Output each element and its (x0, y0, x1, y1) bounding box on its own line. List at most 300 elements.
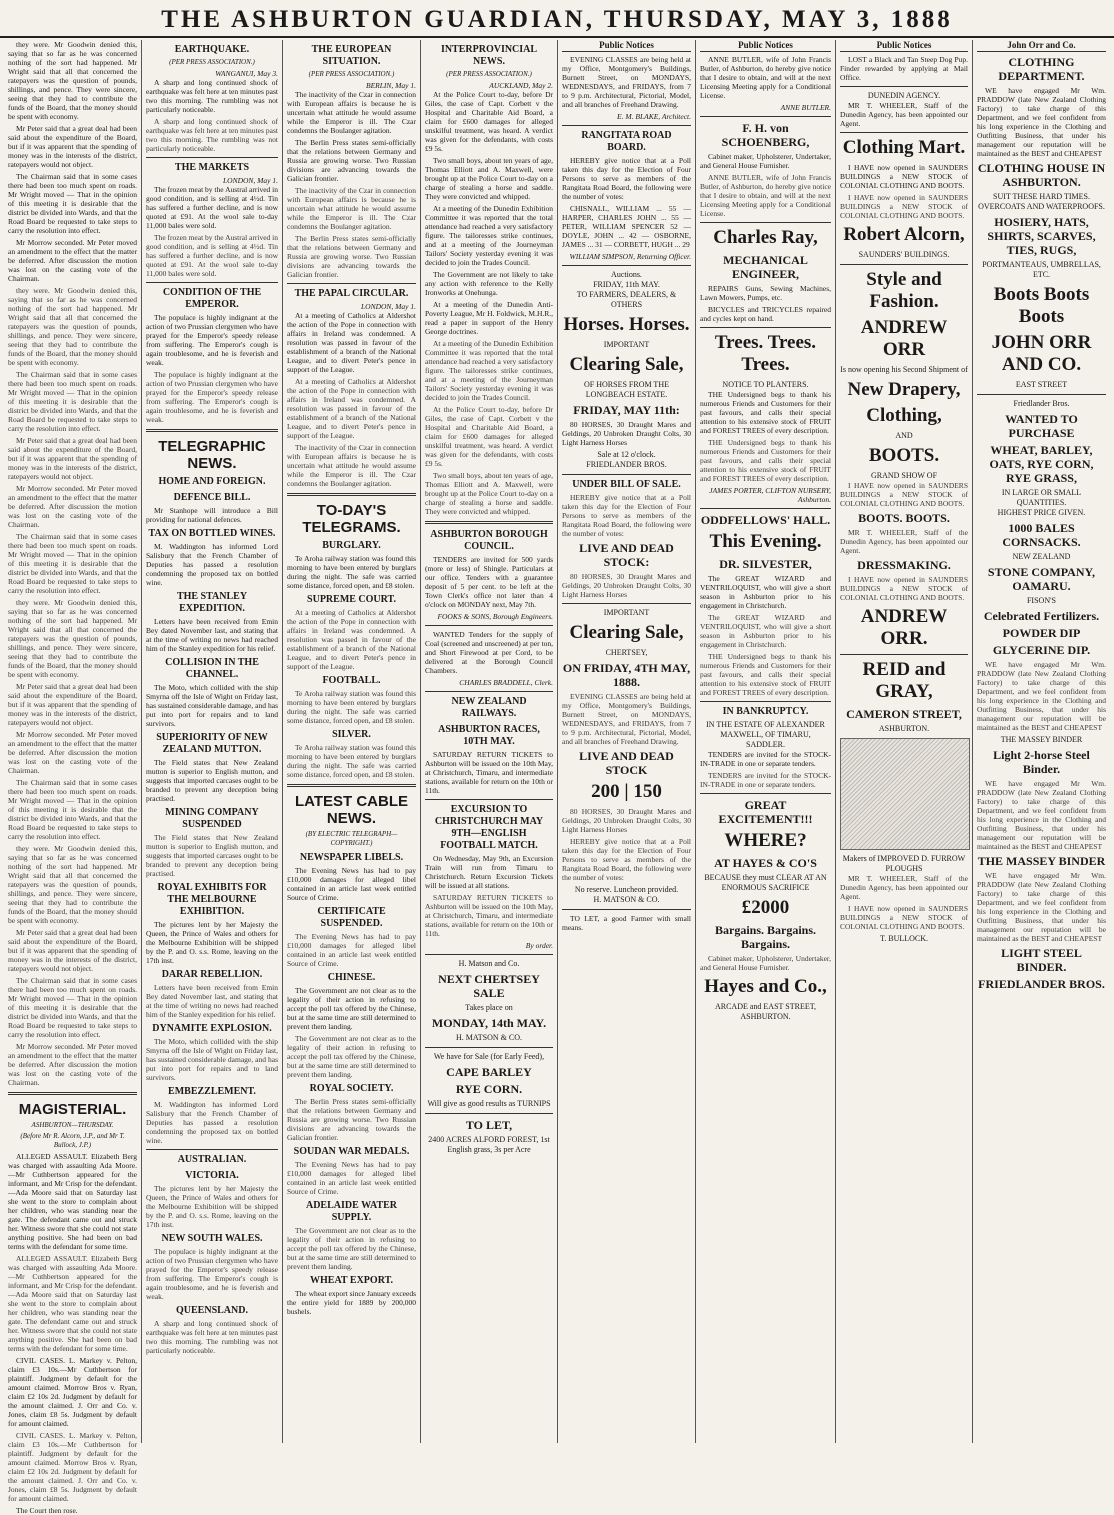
section-heading: DARAR REBELLION. (161, 969, 263, 980)
article-text: The Berlin Press states semi-officially that the relations between Germany and Russia are growing worse. Two Russian divisions are advancing towards the Galician frontier. (287, 234, 416, 279)
ad-text: H. MATSON & CO. (593, 895, 660, 904)
article-text: CIVIL CASES. L. Markey v. Pelton, claim £3 10s.—Mr Cuthbertson for plaintiff. Judgment by default for the amount claimed. Morrow Bros v. Ryan, claim £2 10s 2d. Judgment by default for the amount claimed. J. Orr and Co. v. Jones, claim £8 5s. Judgment by default for amount claimed. (8, 1356, 137, 1428)
article-text: Mr Peter said that a great deal had been said about the expenditure of the Board, but if it was apparent that the spending of money was in the interests of the district, ratepayers would not object. (8, 682, 137, 727)
ad-heading: Style and Fashion. (866, 269, 942, 312)
section-heading: EXCURSION TO CHRISTCHURCH MAY 9TH—ENGLISH FOOTBALL MATCH. (434, 804, 544, 851)
article-text: The wheat export since January exceeds the entire yield for 1889 by 200,000 bushels. (287, 1289, 416, 1316)
ad-heading: ANDREW ORR (860, 317, 948, 360)
section-heading: LATEST CABLE NEWS. (294, 793, 409, 827)
ad-heading: NEXT CHERTSEY SALE (438, 972, 540, 1000)
section-heading: ROYAL SOCIETY. (309, 1083, 394, 1094)
ad-heading: Horses. Horses. (563, 314, 690, 335)
article-text: Two small boys, about ten years of age, Thomas Elliott and A. Maxwell, were brought up at the Police Court to-day on a charge of stealing a horse and saddle. They were convicted and whipped. (425, 471, 553, 516)
article-text: Letters have been received from Emin Bey dated November last, and stating that at the time of writing no news had reached him of the Stanley expedition for his relief. (146, 617, 278, 653)
section-heading: SILVER. (332, 729, 371, 740)
ad-text: THE Undersigned begs to thank his numerous Friends and Customers for their past favours, and calls their special attention to his extensive stock of FRUIT and FOREST TREES of every description. (700, 438, 831, 483)
divider (146, 429, 278, 432)
section-subheading: (Before Mr R. Alcorn, J.P., and Mr T. Bullock, J.P.) (20, 1132, 125, 1149)
ad-text: IMPORTANT (603, 608, 650, 617)
ad-heading: Clearing Sale, (569, 622, 684, 643)
section-heading: AUSTRALIAN. (177, 1154, 247, 1165)
divider (840, 654, 968, 655)
ad-text: Auctions. (611, 270, 642, 279)
divider (700, 701, 831, 702)
section-heading: ASHBURTON RACES, 10TH MAY. (438, 724, 540, 747)
ad-text: CHISNALL, WILLIAM ... 55 — HARPER, CHARLES JOHN ... 55 — PETER, WILLIAM SPENCER 52 — DOYLE, JOHN ... 42 — OSBORNE, JAMES ... 31 — CORBETT, HUGH ... 29 (562, 204, 691, 249)
divider (562, 603, 691, 604)
ad-text: TENDERS are invited for the STOCK-IN-TRADE in one or separate tenders. (700, 771, 831, 789)
ad-heading: BOOTS. (868, 445, 940, 466)
article-text: Mr Stanhope will introduce a Bill providing for national defences. (146, 506, 278, 524)
divider (425, 521, 553, 524)
ad-heading: WANTED TO PURCHASE (1005, 412, 1078, 440)
section-heading: TO-DAY'S TELEGRAMS. (302, 502, 401, 536)
column-4 (421, 40, 558, 1443)
ad-heading: Bargains. Bargains. Bargains. (714, 923, 816, 951)
ad-text: I HAVE now opened in SAUNDERS BUILDINGS a NEW STOCK of COLONIAL CLOTHING AND BOOTS. (840, 575, 968, 602)
section-heading: MINING COMPANY SUSPENDED (165, 807, 259, 830)
ad-heading: MONDAY, 14th MAY. (431, 1016, 547, 1030)
article-text: The Court then rose. (16, 1506, 78, 1515)
article-text: The pictures lent by her Majesty the Queen, the Prince of Wales and others for the Melbourne Exhibition will be shipped by the P. and O. s.s. Rome, leaving on the 17th inst. (146, 1184, 278, 1229)
ad-heading: Celebrated Fertilizers. (983, 609, 1100, 623)
article-text: At a meeting of Catholics at Aldershot the action of the Pope in connection with affairs in Ireland was condemned. A resolution was passed in favour of the establishment of a branch of the National League, and to divert Peter's pence in support of the League. (287, 377, 416, 440)
ad-heading: GREAT EXCITEMENT!!! (718, 798, 813, 826)
ad-heading: GLYCERINE DIP. (992, 643, 1091, 657)
divider (287, 493, 416, 496)
article-text: A sharp and long continued shock of earthquake was felt here at ten minutes past two this morning. The rumbling was not particularly noticeable. (146, 1319, 278, 1355)
divider (700, 116, 831, 117)
divider (562, 265, 691, 266)
article-text: The Field states that New Zealand mutton is superior to English mutton, and suggests that imported carcases ought to be branded to prevent any deception being practised. (146, 758, 278, 803)
ad-heading: 1000 BALES CORNSACKS. (1002, 521, 1081, 549)
divider (562, 474, 691, 475)
article-text: CIVIL CASES. L. Markey v. Pelton, claim £3 10s.—Mr Cuthbertson for plaintiff. Judgment by default for the amount claimed. Morrow Bros v. Ryan, claim £2 10s 2d. Judgment by default for the amount claimed. J. Orr and Co. v. Jones, claim £8 5s. Judgment by default for amount claimed. (8, 1431, 137, 1503)
signature: FOOKS & SONS, Borough Engineers. (437, 612, 553, 621)
ad-text: FISON'S (1026, 596, 1056, 605)
ad-text: FRIEDLANDER BROS. (586, 460, 667, 469)
article-text: they were. Mr Goodwin denied this, saying that so far as he was concerned nothing of the sort had happened. Mr Wright said that all that concerned the ratepayers was the question of pounds, shillings, and pence. They were sincere, seeing that they had to contribute the funds of the Board, that the money should be spent with economy. (8, 844, 137, 925)
dateline: WANGANUI, May 3. (215, 69, 278, 78)
ad-text: EVENING CLASSES are being held at my Office, Montgomery's Buildings, Burnett Street, on MONDAYS, WEDNESDAYS, and FRIDAYS, from 7 to 9 p.m. Architectural, Pictorial, Model, and all branches of Freehand Drawing. (562, 692, 691, 746)
ad-text: IMPORTANT (603, 340, 650, 349)
ad-text: MR T. WHEELER, Staff of the Dunedin Agency, has been appointed our Agent. (840, 874, 968, 901)
section-heading: BURGLARY. (322, 540, 381, 551)
section-heading: THE MARKETS (174, 162, 250, 173)
column-1 (4, 40, 142, 1515)
article-text: Te Aroha railway station was found this morning to have been entered by burglars during the night. The safe was carried some distance, forced open, and £8 stolen. (287, 689, 416, 725)
columns (4, 40, 1110, 1515)
article-text: Mr Morrow seconded. Mr Peter moved an amendment to the effect that the matter be deferred. After discussion the motion was lost on the casting vote of the Chairman. (8, 484, 137, 529)
ad-heading: AT HAYES & CO'S (714, 856, 817, 870)
ad-text: WE have engaged Mr Wm. PRADDOW (late New Zealand Clothing Factory) to take charge of this Department, and we feel confident from his long experience in the Clothing and Outfitting Business, that under his management our reputation will be maintained as the BEST and CHEAPEST (977, 660, 1106, 732)
section-heading: THE PAPAL CIRCULAR. (294, 288, 409, 299)
ad-heading: Boots Boots Boots (993, 284, 1090, 327)
article-text: Mr Morrow seconded. Mr Peter moved an amendment to the effect that the matter be deferred. After discussion the motion was lost on the casting vote of the Chairman. (8, 730, 137, 775)
divider (287, 283, 416, 284)
section-heading: FOOTBALL. (322, 675, 381, 686)
ad-heading: LIVE AND DEAD STOCK: (579, 541, 674, 569)
divider (425, 954, 553, 955)
section-heading: SUPERIORITY OF NEW ZEALAND MUTTON. (156, 732, 268, 755)
article-text: The Chairman said that in some cases there had been too much spent on roads. Mr Wright moved — That in the opinion of this meeting it is desirable that the district be divided into Wards, and that the Road Board be requested to take steps to carry the resolution into effect. (8, 532, 137, 595)
article-text: Letters have been received from Emin Bey dated November last, and stating that at the time of writing no news had reached him of the Stanley expedition for his relief. (146, 983, 278, 1019)
article-text: M. Waddington has informed Lord Salisbury that the French Chamber of Deputies has passed a resolution condemning the proposed tax on bottled wine. (146, 542, 278, 587)
article-text: The Berlin Press states semi-officially that the relations between Germany and Russia are growing worse. Two Russian divisions are advancing towards the Galician frontier. (287, 138, 416, 183)
ad-text: ANNE BUTLER, wife of John Francis Butler, of Ashburton, do hereby give notice that I desire to obtain, and will at the next Licensing Meeting apply for a Conditional License. (700, 55, 831, 100)
ad-text: IN THE ESTATE OF ALEXANDER MAXWELL, OF TIMARU, SADDLER. (706, 720, 825, 749)
ad-heading: CLOTHING HOUSE IN ASHBURTON. (977, 161, 1106, 189)
ad-text: The GREAT WIZARD and VENTRILOQUIST, who will give a short season in Ashburton prior to his engagement in Christchurch. (700, 574, 831, 610)
ad-text: THE Undersigned begs to thank his numerous Friends and Customers for their past favours, and calls their special attention to his extensive stock of FRUIT and FOREST TREES of every description. (700, 390, 831, 435)
section-heading: NEWSPAPER LIBELS. (299, 852, 404, 863)
press-credit: (PER PRESS ASSOCIATION.) (169, 58, 255, 66)
article-text: The Chairman said that in some cases there had been too much spent on roads. Mr Wright moved — That in the opinion of this meeting it is desirable that the district be divided into Wards, and that the Road Board be requested to take steps to carry the resolution into effect. (8, 778, 137, 841)
signature: ANNE BUTLER. (780, 103, 831, 112)
ad-text: H. MATSON & CO. (455, 1033, 522, 1042)
ad-text: NEW ZEALAND (1012, 552, 1071, 561)
article-text: Mr Morrow seconded. Mr Peter moved an amendment to the effect that the matter be deferred. After discussion the motion was lost on the casting vote of the Chairman. (8, 238, 137, 283)
divider (562, 125, 691, 126)
section-heading: NEW SOUTH WALES. (161, 1233, 263, 1244)
ad-heading: TO LET, (465, 1118, 513, 1132)
ad-heading: Charles Ray, (713, 227, 818, 248)
article-text: ALLEGED ASSAULT. Elizabeth Berg was charged with assaulting Ada Moore.—Mr Cuthbertson appeared for the informant, and Mr Crisp for the defendant.—Ada Moore said that on Saturday last she went to the store to complain about her children, who was standing near the gate. The defendant came out and struck her. Witness swore that she could not state anything positive. She had been on bad terms with the defendant for some time. (8, 1254, 137, 1353)
ad-text: Friedlander Bros. (1013, 399, 1070, 408)
article-text: Te Aroha railway station was found this morning to have been entered by burglars during the night. The safe was carried some distance, forced open, and £8 stolen. (287, 743, 416, 779)
section-heading: INTERPROVINCIAL NEWS. (440, 44, 538, 67)
article-text: The Berlin Press states semi-officially that the relations between Germany and Russia are growing worse. Two Russian divisions are advancing towards the Galician frontier. (287, 1097, 416, 1142)
ad-text: THE Undersigned begs to thank his numerous Friends and Customers for their past favours, and calls their special attention to his extensive stock of FRUIT and FOREST TREES of every description. (700, 652, 831, 697)
ad-text: 2400 ACRES ALFORD FOREST, 1st English grass, 3s per Acre (428, 1135, 550, 1154)
divider (425, 691, 553, 692)
ad-heading: ODDFELLOWS' HALL. (700, 513, 831, 527)
article-text: The Government are not clear as to the legality of their action in refusing to accept the poll tax offered by the Chinese, but at the same time are still determined to prevent them landing. (287, 986, 416, 1031)
signature: WILLIAM SIMPSON, Returning Officer. (569, 252, 691, 261)
ad-text: PORTMANTEAUS, UMBRELLAS, ETC. (982, 260, 1101, 279)
section-heading: SUPREME COURT. (307, 594, 396, 605)
ad-text: HEREBY give notice that at a Poll taken this day for the Election of Four Persons to serve as members of the Rangitata Road Board, the following were the number of votes: (562, 156, 691, 201)
ad-text: ANNE BUTLER, wife of John Francis Butler, of Ashburton, do hereby give notice that I desire to obtain, and will at the next Licensing Meeting apply for a Conditional License. (700, 173, 831, 218)
divider (146, 1149, 278, 1150)
article-text: Mr Peter said that a great deal had been said about the expenditure of the Board, but if it was apparent that the spending of money was in the interests of the district, ratepayers would not object. (8, 124, 137, 169)
divider (425, 799, 553, 800)
section-heading: TAX ON BOTTLED WINES. (148, 528, 276, 539)
section-heading: ADELAIDE WATER SUPPLY. (305, 1200, 398, 1223)
article-text: Mr Peter said that a great deal had been said about the expenditure of the Board, but if it was apparent that the spending of money was in the interests of the district, ratepayers would not object. (8, 928, 137, 973)
ad-heading: Clearing Sale, (569, 354, 684, 375)
column-header: Public Notices (562, 40, 691, 52)
article-text: On Wednesday, May 9th, an Excursion Train will run from Timaru to Christchurch. Return Excursion Tickets will be issued at all stations. (425, 854, 553, 890)
column-6 (696, 40, 836, 1443)
divider (700, 222, 831, 223)
article-text: The Chairman said that in some cases there had been too much spent on roads. Mr Wright moved — That in the opinion of this meeting it is desirable that the district be divided into Wards, and that the Road Board be requested to take steps to carry the resolution into effect. (8, 370, 137, 433)
ad-text: REPAIRS Guns, Sewing Machines, Lawn Mowers, Pumps, etc. (700, 284, 831, 302)
section-heading: SOUDAN WAR MEDALS. (293, 1146, 410, 1157)
article-text: Two small boys, about ten years of age, Thomas Elliott and A. Maxwell, were brought up at the Police Court to-day on a charge of stealing a horse and saddle. They were convicted and whipped. (425, 156, 553, 201)
divider (840, 86, 968, 87)
article-text: The Field states that New Zealand mutton is superior to English mutton, and suggests that imported carcases ought to be branded to prevent any deception being practised. (146, 833, 278, 878)
ad-heading: Trees. Trees. Trees. (714, 332, 817, 375)
column-header: John Orr and Co. (977, 40, 1106, 52)
signature: E. M. BLAKE, Architect. (617, 112, 691, 121)
press-credit: (PER PRESS ASSOCIATION.) (446, 70, 532, 78)
ad-text: WE have engaged Mr Wm. PRADDOW (late New Zealand Clothing Factory) to take charge of this Department, and we feel confident from his long experience in the Clothing and Outfitting Business, that under his management our reputation will be maintained as the BEST and CHEAPEST (977, 871, 1106, 943)
ad-heading: LIGHT STEEL BINDER. (1001, 946, 1082, 974)
section-heading: UNDER BILL OF SALE. (572, 479, 681, 490)
ad-text: We have for Sale (for Early Feed), (433, 1052, 545, 1061)
ad-heading: Robert Alcorn, (843, 224, 965, 245)
article-text: The inactivity of the Czar in connection with European affairs is because he is uncertain what attitude he would assume while the Emperor is ill. The Czar condemns the Boulanger agitation. (287, 90, 416, 135)
column-header: Public Notices (700, 40, 831, 52)
ad-text: HEREBY give notice that at a Poll taken this day for the Election of Four Persons to serve as members of the Rangitata Road Board, the following were the number of votes: (562, 837, 691, 882)
section-heading: COLLISION IN THE CHANNEL. (165, 657, 259, 680)
ad-heading: 200 | 150 (591, 781, 662, 802)
ad-heading: £2000 (741, 897, 790, 918)
section-heading: CONDITION OF THE EMPEROR. (162, 287, 262, 310)
article-text: they were. Mr Goodwin denied this, saying that so far as he was concerned nothing of the sort had happened. Mr Wright said that all that concerned the ratepayers was the question of pounds, shillings, and pence. They were sincere, seeing that they had to contribute the funds of the Board, that the money should be spent with economy. (8, 40, 137, 121)
ad-text: T. BULLOCK. (879, 934, 929, 943)
article-text: The Chairman said that in some cases there had been too much spent on roads. Mr Wright moved — That in the opinion of this meeting it is desirable that the district be divided into Wards, and that the Road Board be requested to take steps to carry the resolution into effect. (8, 172, 137, 235)
divider (8, 1092, 137, 1095)
column-header: Public Notices (840, 40, 968, 52)
article-text: The pictures lent by her Majesty the Queen, the Prince of Wales and others for the Melbourne Exhibition will be shipped by the P. and O. s.s. Rome, leaving on the 17th inst. (146, 920, 278, 965)
section-heading: DEFENCE BILL. (173, 492, 251, 503)
article-text: At a meeting of the Dunedin Exhibition Committee it was reported that the total attendance had reached a very satisfactory figure. The tailoresses strike continues, and at a meeting of the Journeyman Tailors' Society yesterday evening it was decided to join the Trades Council. (425, 204, 553, 267)
ad-text: SAUNDERS' BUILDINGS. (858, 250, 950, 259)
section-heading: ASHBURTON BOROUGH COUNCIL. (430, 529, 548, 552)
ad-text: WE have engaged Mr Wm. PRADDOW (late New Zealand Clothing Factory) to take charge of this Department, and we feel confident from his long experience in the Clothing and Outfitting Business, that under his management our reputation will be maintained as the BEST and CHEAPEST (977, 779, 1106, 851)
divider (977, 394, 1106, 395)
ad-heading: CLOTHING DEPARTMENT. (998, 55, 1085, 83)
section-heading: RANGITATA ROAD BOARD. (581, 130, 672, 153)
ad-text: IN LARGE OR SMALL QUANTITIES. (1001, 488, 1082, 507)
article-text: The frozen meat by the Austral arrived in good condition, and is selling at 4½d. Tin has suffered a further decline, and is now quoted at £91. At the wool sale to-day 11,000 bales were sold. (146, 233, 278, 278)
article-text: The Evening News has had to pay £10,000 damages for alleged libel contained in an article last week entitled Source of Crime. (287, 866, 416, 902)
divider (425, 625, 553, 626)
article-text: TENDERS are invited for 500 yards (more or less) of Shingle. Particulars at our office. Tenders with a guarantee deposit of 5 per cent. to be left at the Town Clerk's office not later than 4 o'clock on MONDAY next, May 7th. (425, 555, 553, 609)
ad-text: Cabinet maker, Upholsterer, Undertaker, and General House Furnisher. (700, 152, 831, 170)
article-text: The frozen meat by the Austral arrived in good condition, and is selling at 4½d. Tin has suffered a further decline, and is now quoted at £91. At the wool sale to-day 11,000 bales were sold. (146, 185, 278, 230)
section-heading: TELEGRAPHIC NEWS. (158, 438, 266, 472)
section-heading: THE STANLEY EXPEDITION. (176, 591, 248, 614)
ad-text: 80 HORSES, 30 Draught Mares and Geldings, 20 Unbroken Draught Colts, 30 Light Harness Horses (562, 572, 691, 599)
article-text: The inactivity of the Czar in connection with European affairs is because he is uncertain what attitude he would assume while the Emperor is ill. The Czar condemns the Boulanger agitation. (287, 186, 416, 231)
masthead-title: THE ASHBURTON GUARDIAN, THURSDAY, MAY 3, 1888 (161, 6, 953, 33)
ad-heading: STONE COMPANY, OAMARU. (987, 565, 1096, 593)
ad-heading: Hayes and Co., (704, 976, 827, 997)
ad-text: Will give as good results as TURNIPS (427, 1099, 551, 1108)
ad-text: BICYCLES and TRICYCLES repaired and cycles kept on hand. (700, 305, 831, 323)
article-text: they were. Mr Goodwin denied this, saying that so far as he was concerned nothing of the sort had happened. Mr Wright said that all that concerned the ratepayers was the question of pounds, shillings, and pence. They were sincere, seeing that they had to contribute the funds of the Board, that the money should be spent with economy. (8, 286, 137, 367)
ad-heading: Clothing, (866, 405, 942, 426)
section-heading: HOME AND FOREIGN. (158, 476, 266, 487)
article-text: At a meeting of the Dunedin Exhibition Committee it was reported that the total attendance had reached a very satisfactory figure. The tailoresses strike continues, and at a meeting of the Journeyman Tailors' Society yesterday evening it was decided to join the Trades Council. (425, 339, 553, 402)
article-text: Te Aroha railway station was found this morning to have been entered by burglars during the night. The safe was carried some distance, forced open, and £8 stolen. (287, 554, 416, 590)
divider (840, 264, 968, 265)
article-text: The populace is highly indignant at the action of two Prussian clergymen who have prayed for the Emperor's speedy release from suffering. The Emperor's cough is again troublesome, and he is feverish and weak. (146, 370, 278, 424)
ad-heading: F. H. von SCHOENBERG, (721, 121, 810, 149)
ad-text: HIGHEST PRICE GIVEN. (997, 508, 1086, 517)
article-text: At the Police Court to-day, before Dr Giles, the case of Capt. Corbett v the Hospital and Charitable Aid Board, a claim for £600 damages for alleged unskilful treatment, was heard. A verdict was given for the defendants, with costs £9 5s. (425, 90, 553, 153)
ad-text: I HAVE now opened in SAUNDERS BUILDINGS a NEW STOCK of COLONIAL CLOTHING AND BOOTS. (840, 481, 968, 508)
ad-heading: CAPE BARLEY (446, 1065, 532, 1079)
section-heading: CHINESE. (327, 972, 376, 983)
ad-heading: THE MASSEY BINDER (977, 854, 1106, 868)
column-3 (283, 40, 421, 1443)
divider (840, 132, 968, 133)
ad-heading: WHERE? (724, 830, 807, 851)
article-text: The Evening News has had to pay £10,000 damages for alleged libel contained in an article last week entitled Source of Crime. (287, 1160, 416, 1196)
dateline: LONDON, May 1. (360, 302, 416, 311)
divider (700, 793, 831, 794)
ad-text: The GREAT WIZARD and VENTRILOQUIST, who will give a short season in Ashburton prior to his engagement in Christchurch. (700, 613, 831, 649)
article-text: ALLEGED ASSAULT. Elizabeth Berg was charged with assaulting Ada Moore.—Mr Cuthbertson appeared for the informant, and Mr Crisp for the defendant.—Ada Moore said that on Saturday last she went to the store to complain about her children, who was standing near the gate. The defendant came out and struck her. Witness swore that she could not state anything positive. She had been on bad terms with the defendant for some time. (8, 1152, 137, 1251)
article-text: The populace is highly indignant at the action of two Prussian clergymen who have prayed for the Emperor's speedy release from suffering. The Emperor's cough is again troublesome, and he is feverish and weak. (146, 313, 278, 367)
section-heading: THE EUROPEAN SITUATION. (311, 44, 392, 67)
article-text: SATURDAY RETURN TICKETS to Ashburton will be issued on the 10th May, at Christchurch, Timaru, and intermediate stations, available for return on the 10th or 11th. (425, 750, 553, 795)
column-7 (836, 40, 973, 1443)
ad-heading: HOSIERY, HATS, SHIRTS, SCARVES, TIES, RUGS, (987, 215, 1096, 257)
ad-heading: ON FRIDAY, 4TH MAY, 1888. (562, 661, 691, 689)
ad-text: DUNEDIN AGENCY. (867, 91, 941, 100)
article-text: they were. Mr Goodwin denied this, saying that so far as he was concerned nothing of the sort had happened. Mr Wright said that all that concerned the ratepayers was the question of pounds, shillings, and pence. They were sincere, seeing that they had to contribute the funds of the Board, that the money should be spent with economy. (8, 598, 137, 679)
article-text: The Government are not likely to take any action with reference to the Kelly Ironworks at Onehunga. (425, 270, 553, 297)
article-text: The populace is highly indignant at the action of two Prussian clergymen who have prayed for the Emperor's speedy release from suffering. The Emperor's cough is again troublesome, and he is feverish and weak. (146, 1247, 278, 1301)
divider (287, 784, 416, 787)
ad-heading: REID and GRAY, (862, 659, 946, 702)
ad-heading: FRIEDLANDER BROS. (978, 977, 1105, 991)
ad-text: OVERCOATS AND WATERPROOFS. (978, 202, 1105, 211)
ad-heading: FRIDAY, MAY 11th: (573, 403, 680, 417)
ad-text: 80 HORSES, 30 Draught Mares and Geldings, 20 Unbroken Draught Colts, 30 Light Harness Horses (562, 807, 691, 834)
section-heading: EMBEZZLEMENT. (168, 1086, 256, 1097)
article-text: The Moto, which collided with the ship Smyrna off the Isle of Wight on Friday last, has sustained considerable damage, and has put into port for repairs and to land survivors. (146, 1037, 278, 1082)
article-text: A sharp and long continued shock of earthquake was felt here at ten minutes past two this morning. The rumbling was not particularly noticeable. (146, 117, 278, 153)
ad-text: ASHBURTON. (878, 724, 930, 733)
ad-text: NOTICE TO PLANTERS. (722, 380, 809, 389)
ad-heading: Light 2-horse Steel Binder. (993, 748, 1090, 776)
ad-text: Cabinet maker, Upholsterer, Undertaker, and General House Furnisher. (700, 954, 831, 972)
column-8 (973, 40, 1110, 1443)
ad-text: Makers of IMPROVED D. FURROW PLOUGHS (842, 854, 966, 873)
article-text: The Chairman said that in some cases there had been too much spent on roads. Mr Wright moved — That in the opinion of this meeting it is desirable that the district be divided into Wards, and that the Road Board be requested to take steps to carry the resolution into effect. (8, 976, 137, 1039)
section-heading: IN BANKRUPTCY. (722, 706, 809, 717)
divider (425, 1047, 553, 1048)
ad-text: WE have engaged Mr Wm. PRADDOW (late New Zealand Clothing Factory) to take charge of this Department, and we feel confident from his long experience in the Clothing and Outfitting Business, that under his management our reputation will be maintained as the BEST and CHEAPEST (977, 86, 1106, 158)
ad-text: TO FARMERS, DEALERS, & OTHERS (576, 290, 677, 309)
ad-heading: RYE CORN. (455, 1082, 523, 1096)
ad-text: CHERTSEY, (605, 648, 648, 657)
section-heading: MAGISTERIAL. (18, 1101, 127, 1118)
column-5 (558, 40, 696, 1443)
section-subheading: ASHBURTON—THURSDAY. (31, 1121, 114, 1129)
article-text: At the Police Court to-day, before Dr Giles, the case of Capt. Corbett v the Hospital and Charitable Aid Board, a claim for £600 damages for alleged unskilful treatment, was heard. A verdict was given for the defendants, with costs £9 5s. (425, 405, 553, 468)
ad-heading: DRESSMAKING. (857, 558, 951, 572)
ad-text: 80 HORSES, 30 Draught Mares and Geldings, 20 Unbroken Draught Colts, 30 Light Harness Horses (562, 420, 691, 447)
column-2 (142, 40, 283, 1443)
section-heading: QUEENSLAND. (176, 1305, 248, 1316)
divider (425, 1113, 553, 1114)
ad-text: Takes place on (465, 1003, 513, 1012)
section-heading: WHEAT EXPORT. (310, 1275, 393, 1286)
ad-text: Sale at 12 o'clock. (597, 450, 656, 459)
dateline: AUCKLAND, May 2. (489, 81, 553, 90)
ad-text: THE MASSEY BINDER (1000, 735, 1083, 744)
ad-heading: JOHN ORR AND CO. (991, 332, 1092, 375)
ad-text: SUIT THESE HARD TIMES. (993, 192, 1090, 201)
article-text: Mr Peter said that a great deal had been said about the expenditure of the Board, but if it was apparent that the spending of money was in the interests of the district, ratepayers would not object. (8, 436, 137, 481)
divider (146, 282, 278, 283)
article-text: M. Waddington has informed Lord Salisbury that the French Chamber of Deputies has passed a resolution condemning the proposed tax on bottled wine. (146, 1100, 278, 1145)
ad-text: I HAVE now opened in SAUNDERS BUILDINGS a NEW STOCK of COLONIAL CLOTHING AND BOOTS. (840, 163, 968, 190)
article-text: The Moto, which collided with the ship Smyrna off the Isle of Wight on Friday last, has sustained considerable damage, and has put into port for repairs and to land survivors. (146, 683, 278, 728)
press-credit: (BY ELECTRIC TELEGRAPH—COPYRIGHT.) (305, 830, 398, 847)
ad-text: MR T. WHEELER, Staff of the Dunedin Agency, has been appointed our Agent. (840, 528, 968, 555)
ad-text: HEREBY give notice that at a Poll taken this day for the Election of Four Persons to serve as members of the Rangitata Road Board, the following were the number of votes: (562, 493, 691, 538)
divider (700, 508, 831, 509)
ad-heading: This Evening. (709, 531, 822, 552)
article-text: At a meeting of Catholics at Aldershot the action of the Pope in connection with affairs in Ireland was condemned. A resolution was passed in favour of the establishment of a branch of the National League, and to divert Peter's pence in support of the League. (287, 311, 416, 374)
ad-text: OF HORSES FROM THE LONGBEACH ESTATE. (584, 380, 669, 399)
ad-text: EAST STREET (1015, 380, 1068, 389)
article-text: At a meeting of the Dunedin Anti-Poverty League, Mr H. Foldwick, M.H.R., read a paper in support of the Henry George doctrines. (425, 300, 553, 336)
press-credit: (PER PRESS ASSOCIATION.) (308, 70, 395, 78)
section-heading: NEW ZEALAND RAILWAYS. (451, 696, 527, 719)
ad-heading: WHEAT, BARLEY, OATS, RYE CORN, RYE GRASS, (989, 443, 1094, 485)
ad-heading: Clothing Mart. (842, 137, 966, 158)
ad-text: TENDERS are invited for the STOCK-IN-TRADE in one or separate tenders. (700, 750, 831, 768)
masthead (0, 0, 1114, 38)
ad-text: FRIDAY, 11th MAY. (593, 280, 660, 289)
section-heading: VICTORIA. (185, 1170, 239, 1181)
ad-heading: LIVE AND DEAD STOCK (579, 749, 674, 777)
section-heading: ROYAL EXHIBITS FOR THE MELBOURNE EXHIBITION. (157, 882, 267, 917)
ad-text: No reserve. Luncheon provided. (574, 885, 679, 894)
ad-heading: CAMERON STREET, (846, 707, 962, 721)
ad-text: AND (895, 431, 913, 440)
article-text: The Evening News has had to pay £10,000 damages for alleged libel contained in an article last week entitled Source of Crime. (287, 932, 416, 968)
ad-text: GRAND SHOW OF (870, 471, 938, 480)
ad-text: LOST a Black and Tan Steep Dog Pup. Finder rewarded by applying at Mail Office. (840, 55, 968, 82)
section-heading: CERTIFICATE SUSPENDED. (317, 906, 386, 929)
ad-text: I HAVE now opened in SAUNDERS BUILDINGS a NEW STOCK of COLONIAL CLOTHING AND BOOTS. (840, 193, 968, 220)
article-text: A sharp and long continued shock of earthquake was felt here at ten minutes past two this morning. The rumbling was not particularly noticeable. (146, 78, 278, 114)
ad-heading: MECHANICAL ENGINEER, (723, 253, 808, 281)
article-text: WANTED Tenders for the supply of Coal (screened and unscreened) at per ton, and Short Firewood at per Cord, to be delivered at the Borough Council Chambers. (425, 630, 553, 675)
ad-text: MR T. WHEELER, Staff of the Dunedin Agency, has been appointed our Agent. (840, 101, 968, 128)
dateline: BERLIN, May 1. (366, 81, 416, 90)
ad-heading: POWDER DIP (1002, 626, 1081, 640)
ad-heading: DR. SILVESTER, (719, 557, 812, 571)
ad-text: ARCADE and EAST STREET, ASHBURTON. (714, 1002, 817, 1021)
signature: By order. (525, 941, 553, 950)
article-text: At a meeting of Catholics at Aldershot the action of the Pope in connection with affairs in Ireland was condemned. A resolution was passed in favour of the establishment of a branch of the National League, and to divert Peter's pence in support of the League. (287, 608, 416, 671)
section-heading: EARTHQUAKE. (174, 44, 250, 55)
ad-text: BECAUSE they must CLEAR AT AN ENORMOUS SACRIFICE (704, 873, 827, 892)
ad-text: H. Matson and Co. (458, 959, 520, 968)
signature: CHARLES BRADDELL, Clerk. (459, 678, 553, 687)
ad-text: TO LET, a good Farmer with small means. (562, 914, 691, 932)
ad-heading: New Drapery, (847, 379, 961, 400)
article-text: Mr Morrow seconded. Mr Peter moved an amendment to the effect that the matter be deferred. After discussion the motion was lost on the casting vote of the Chairman. (8, 1042, 137, 1087)
ad-heading: ANDREW ORR. (860, 606, 948, 649)
ad-text: EVENING CLASSES are being held at my Office, Montgomery's Buildings, Burnett Street, on MONDAYS, WEDNESDAYS, and FRIDAYS, from 7 to 9 p.m. Architectural, Pictorial, Model, and all branches of Freehand Drawing. (562, 55, 691, 109)
signature: JAMES PORTER, CLIFTON NURSERY, Ashburton. (709, 486, 831, 504)
article-text: The inactivity of the Czar in connection with European affairs is because he is uncertain what attitude he would assume while the Emperor is ill. The Czar condemns the Boulanger agitation. (287, 443, 416, 488)
article-text: The Government are not clear as to the legality of their action in refusing to accept the poll tax offered by the Chinese, but at the same time are still determined to prevent them landing. (287, 1034, 416, 1079)
divider (146, 157, 278, 158)
